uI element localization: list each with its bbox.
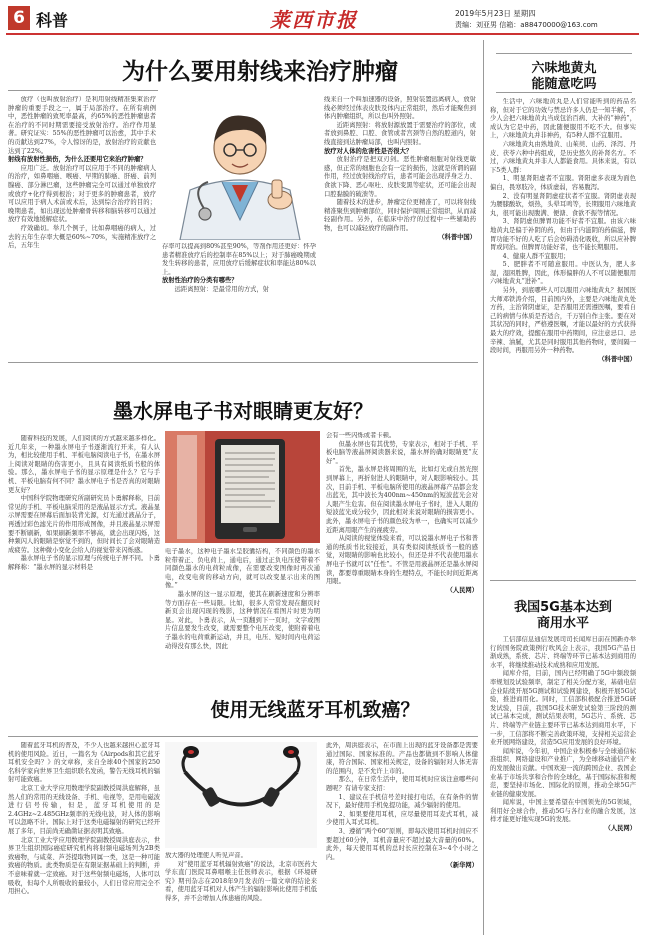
article1-col1 (8, 96, 156, 396)
paragraph: 生活中，六味地黄丸是人们常能听到的药品名称，但对于它的功效与禁忌许多人仍是一知半解，不少人会把六味地黄丸当成包治百病、大补的“神药”，成认为它是中药，因此随便服用不吃不大。但事实上，六味地黄丸并非神药，有5种人群不宜服用。 (490, 98, 636, 140)
paragraph: 随着蓝牙耳机的普及，不少人也越来越担心蓝牙耳机的使用风险。近日，一篇名为《Airpods和其它蓝牙耳机安全吗？》的文章称，来自全球40个国家的250名科学家向世界卫生组织联名发函，警告无线耳机的辐射可能致癌。 (8, 742, 160, 784)
sidebar-divider (483, 40, 484, 935)
paragraph: 放大器的处理使人听见声音。 (165, 852, 247, 859)
page-number-badge: 6 (8, 6, 30, 30)
date-line: 2019年5月23日 星期四 (455, 9, 536, 18)
header-rule (6, 33, 639, 35)
paragraph: 3、肾阴虚但脾胃功能不好者不宜服。由该六味地黄丸是偏于补阴的药，但由于内滋阴的药偏滋，脾胃功能不好的人吃了后会妨碍消化吸收，所以应补脾胃或同治。但脾胃功能好者，也不能长期服用。 (490, 218, 636, 252)
source-credit: （新华网） (446, 862, 478, 870)
sidebar1-headline-line2: 能随意吃吗 (531, 77, 597, 92)
sidebar2-body (490, 636, 636, 936)
article2-headline: 墨水屏电子书对眼睛更友好？ (113, 399, 373, 423)
sidebar1-box-bottom (496, 92, 632, 93)
article3-col1 (8, 742, 160, 938)
paragraph: 放射治疗是把双刃剑。恶性肿瘤细胞对射线更敏感，但正常的细胞也会有一定的损伤，这就是所谓的副作用，经过放射线治疗后，患者可能会出现浮身乏力、食欲下降、恶心呕吐、皮肤变黑等症状，还可能会出现口腔黏膜的破溃等。 (324, 156, 476, 198)
article2-col1 (8, 435, 160, 727)
paragraph: 1、建议在手机信号差时接打电话，在有条件的情况下，最好使用手机免提功能，减少辐射的使用。 (326, 793, 478, 810)
paragraph: 闻库介绍，目前，国内已经明确了5G中频段频率规划及试验频率，制定了相关分配方案，基础电信企业陆续开展5G测试和试验网建设，积极开展5G试验，推进商用化。同时，工信部积极配合推进5G研发试验，目前，我国5G技术研发试验第三阶段的测试已基本完成，测试结果表明，5G芯片、系统、芯片、终端等产业链主要环节已基本达到商用水平，下一步，工信部将不断完善政策环境，支持相关运营企业开展网络建设，营造5G应用发展的良好环境。 (490, 670, 636, 747)
paragraph: 工信部信息通信发展司司长闻库日前在国新办举行的国务院政策例行吹风会上表示，我国5G产品日渐成熟，系统、芯片、终端等环节已基本达到商用的水平，将继续推动技术成熟和应用发展。 (490, 636, 636, 669)
paragraph: 存率可以提高到80%甚至90%，等剂作用还更好：怀孕患者精准放疗后的控制率在85%以上；对于肺癌晚期或发生转移的患者，应用放疗后缓解症状和率能达80%以上。 (162, 243, 316, 276)
paragraph: 近距离照射：将放射源放置于需要治疗的部位，或者放到鼻腔、口腔、食管或者宫颈等自然的腔道内，射线直接到达肿瘤局部，也叫内照射。 (324, 121, 476, 146)
ereader-photo (165, 431, 320, 543)
article3-headline: 使用无线蓝牙耳机致癌？ (210, 699, 420, 721)
paragraph: 远距离照射：是最常用的方式，射 (174, 285, 270, 293)
paragraph: 北京工业大学应用数理学院副教授周洪庭表示，世界卫生组织国际癌症研究机构将射频电磁场列为2B类致癌物，与咸菜、芦荟提取物同属一类，这是一种可能致癌的物质。此类物质是在有限证据基础上的判断，并不意味着就一定致癌。对于这些射频电磁场，人体可以吸收，但每个人所吸收的量较小，人们日常应用完全不用担心。 (8, 836, 160, 896)
sidebar2-headline-line1: 我国5G基本达到 (514, 600, 612, 615)
paragraph: 4、健康人群不宜服用； (502, 252, 570, 260)
source-credit: （人民网） (446, 586, 478, 594)
paragraph: 电子墨水，这种电子墨水呈胶囊结构，不同颜色的墨水粒带着正、负电荷上，通电后，通过正负电压使带着不同颜色墨水的电荷粒成像，在需要改变图像时再次通电，改变电荷的移动方向，就可以改变显示出来的图像。” (165, 548, 320, 590)
paragraph: 会有一些闪烁或者卡顿。 (326, 432, 396, 439)
sidebar2-headline-line2: 商用水平 (536, 616, 589, 631)
paragraph: 5、肥胖者不可随意服用。中医认为，肥人多湿，湿困胜脾，因此，体形偏胖的人不可以随便服用六味地黄丸“进补”。 (490, 261, 636, 286)
section-label: 科普 (36, 11, 69, 30)
paragraph: 墨水屏电子书的显示原理与传统电子屏不同。卜勇解释称：“墨水屏的显示材料是 (8, 555, 160, 571)
sidebar1-headline-line1: 六味地黄丸 (531, 61, 597, 76)
paragraph: 1、明显肾阳虚者不宜服。肾阳虚多表现为面色偏白，畏寒肢冷，体质虚弱，容易腹泻。 (490, 175, 636, 191)
paragraph: 那么，在日常生活中，使用耳机时应该注意哪些问题呢？有请专家支招： (326, 776, 478, 792)
subheading: 放疗对人体的危害性是否很大？ (324, 147, 413, 155)
paragraph: 疗效确切。举几个例子，比如鼻咽癌的病人，过去的五年生存率大概是60%~70%，实施精准放疗之后，五年生 (8, 224, 156, 250)
masthead-logo: 莱西市报 (270, 8, 358, 32)
paragraph: 随着科技的发展，人们阅读的方式越来越多样化。近几年来，一种墨水屏电子书逐渐流行开来，有人认为，相比较使用手机、平板电脑阅读电子书，在墨水屏上阅读对眼睛的伤害更小，且具有阅读纸质书般的体验。那么，墨水屏电子书的显示原理是什么？它与手机、平板电脑有何不同？墨水屏电子书是否真的对眼睛更友好？ (8, 435, 160, 494)
paragraph: 此外，周洪庭表示，在市面上出现的蓝牙设备都是需要通过国际、国家标准的。产品也都做到不影响人体健康，符合国际、国家相关规定，设备的辐射对人体无害的范围内，是不允许上市的。 (326, 742, 478, 775)
paragraph: 但墨水屏也有其优势，专家表示，相对于手机、平板电脑等液晶屏阅读器来说，墨水屏的确对眼睛更“友好”。 (326, 440, 478, 465)
paragraph: 首先，墨水屏是将周围的光，比如灯光或自然光照到屏幕上，再折射进人的眼睛中，对人眼影响较小。其次，目前手机、平板电脑所使用的液晶屏幕产品都会发出蓝光，其中波长为400nm~450nm的短波蓝光会对人眼产生危害。但在阅读墨水屏电子书时，进入人眼的短波蓝光成分较少，因此相对来说对眼睛的损害更小。此外，墨水屏电子书的颜色较为单一，也确实可以减少近距离用眼产生的视疲劳。 (326, 466, 478, 534)
source-credit: （人民网） (604, 825, 636, 833)
paragraph: 2、如果要使用耳机，应尽量使用耳麦式耳机，减少使用入耳式耳机。 (326, 810, 478, 827)
sidebar1-body (490, 98, 636, 573)
article2-col3 (326, 432, 478, 734)
sidebar2-top-rule (490, 580, 636, 581)
doctor-illustration (160, 90, 320, 240)
article1-headline: 为什么要用射线来治疗肿瘤 (122, 59, 398, 85)
paragraph: 对“使用蓝牙耳机辐射致癌”的说法，北京市医药大学东直门医院耳鼻咽喉主任医师表示，根据《环境研究》期刊杂志在2018年9月发表的一篇文章的结论来看，使用蓝牙耳机对人体产生的辐射影响比使用手机低得多，并不会增加人体患癌的风险。 (165, 860, 317, 902)
earphones-photo (165, 742, 317, 848)
paragraph: 另外，到底哪些人可以服用六味地黄丸？据国医大师邓铁涛介绍，目前国内外，主要是六味地黄丸处方药，主治肾阴虚证，是否服用还需遵医嘱，要看自己的病情与体质是否适合，千万别自作主张。要在对其状况的同时，严格遵医嘱，才能以最好的方式获得最大的疗效，提醒在服用中药期间，应注意忌口、忌辛辣、油腻，尤其是同时服用其他药物时，要间隔一段时间，再服用另外一种药物。 (490, 287, 636, 355)
paragraph: 3、遵循“两个60”原则，即每次使用耳机时间应不要超过60分钟，耳机音量应不超过最大音量的60%。此外，每天使用耳机的总时长应控制在3~4个小时之内。 (326, 827, 478, 861)
editor-line: 责编：刘亚男 信箱：a88470000@163.com (455, 21, 598, 29)
source-credit: （科普中国） (598, 355, 636, 363)
article2-top-rule (8, 362, 478, 363)
article1-col2 (162, 243, 316, 353)
paragraph: 六味地黄丸由熟地黄、山茱萸、山药、泽泻、丹皮、茯苓六种中药组成，是历史悠久的补肾名方。不过，六味地黄丸并非人人都能食用。具体来说，有以下5类人群： (490, 140, 636, 174)
paragraph: 应用广泛。放射治疗可以应用于不同的肿瘤病人的治疗，如鼻咽癌、喉癌、早期的肺癌、肝癌、前列腺癌、部分淋巴瘤，这些肿瘤完全可以通过单独放疗或放疗+化疗得到根治；对于更多的肿瘤患者，放疗可以应用于病人术前或术后，达到综合治疗的目的；晚期患者，如出现远处肿瘤骨转移和脑转移可以通过放疗有效地缓解症状。 (8, 164, 156, 224)
article3-top-rule (8, 736, 478, 737)
paragraph: 随着技术的进步，肿瘤定位更精准了，可以将射线精准聚焦到肿瘤部位，同时保护周围正常组织，从而减轻副作用。另外，在临床中治疗的过程中一些辅助药物，也可以减轻放疗的副作用。 (324, 199, 476, 232)
article3-col3 (326, 742, 478, 938)
paragraph: 放疗（也叫放射治疗）是利用射线精准集束治疗肿瘤的重要手段之一，属于局部治疗。在所有病例中，恶性肿瘤的致死率最高，约65%的恶性肿瘤患者在治疗的不同时期需要接受放射治疗。治疗作用显著。研究证实：55%的恶性肿瘤可以治愈，其中手术的贡献达到27%，令人惊讶的是，放射治疗的贡献也达到了22%。 (8, 96, 156, 155)
paragraph: 线来自一个叫加速器的设备，照射装置远离病人，放射线必须经过体表皮肤及体内正常组织，然后才能聚焦到体内肿瘤组织，所以也叫外照射。 (324, 96, 476, 121)
article1-col3 (324, 96, 476, 351)
paragraph: 闻库说，中国主要希望在中国领先的5G领域，利用好全球合作，推动5G与各行业的融合发展，这样才能更好地实现5G的发展。 (490, 799, 636, 824)
paragraph: 中国科学院物理研究所副研究员卜勇解释称，目前常见的手机、平板电脑采用的是液晶显示方式。液晶显示屏需要在屏幕后面加装背光源，灯光通过液晶分子，再透过彩色滤光片的作用形成图像，并且液晶显示屏需要不断刷新，如果刷新频率不够高，就会出现闪烁，这种频闪人的眼睛是察觉不到的，但时间长了会对眼睛造成疲劳。这种微小变化会给人的视觉带来闪烁感。 (8, 495, 160, 554)
sidebar1-box-top (496, 53, 632, 54)
paragraph: 2、没有明显肾阴虚症状者不宜服。肾阴虚表现为腰膝酸软，烦热，头晕耳鸣等，长期服用六味地黄丸，很可能出现腹满、便溏、食欲不振等情况。 (490, 192, 636, 217)
article3-col2 (165, 852, 317, 938)
paragraph: 墨水屏的这一显示原理，使其在刷新速度和分辨率等方面存在一些局限。比如，很多人常常发现在翻页时新页会出现闪现的残影，这种情况在看图片时更为明显。对此，卜勇表示，从一页翻到下一页时，文字或图片信息要发生改变，就需要整个电压改变，使附着着电子墨水的电荷重新运动，并且，电压、短时间内电荷运动得没有那么快，因此 (165, 590, 320, 650)
source-credit: （科普中国） (438, 233, 476, 241)
subheading: 放射性治疗的分类有哪些？ (162, 277, 238, 285)
paragraph: 从阅读的视觉体验来看，可以说墨水屏电子书和普通的纸质书比较接近，具有类似阅读纸质书一般的感觉，对眼睛的影响也比较小，但还是并不代表使用墨水屏电子书就可以“任性”。不管是用液晶屏还是墨水屏阅读，都要尊重眼睛本身的生理特点，不能长时间近距离用眼。 (326, 535, 478, 586)
paragraph: 北京工业大学应用数理学院副教授周洪庭解释，虽然人们的常用的无线设备、手机、电视等，是用电磁波进行信号传输，但是，蓝牙耳机使用的是2.4GHz~2.485GHz频率的无线电波，对人体的影响可以忽略不计。国际上对于这类电磁辐射的研究已经开展了多年，目前尚无确凿证据表明其致癌。 (8, 784, 160, 835)
paragraph: 闻库说，今年初，中国企业积极参与全球通信标准组织、网络建设和产业推广，为全球移动通信产业的发展做出贡献。中国欢迎一流的跨国企业、我国企业基于市场共享和合作的全球化，基于国际标准和规范，要坚持市场化、国际化的原则，推动全球5G产业链的健康发展。 (490, 747, 636, 798)
subheading: 射线有放射性损伤，为什么还要用它来治疗肿瘤？ (8, 156, 147, 164)
article1-divider (8, 90, 158, 91)
